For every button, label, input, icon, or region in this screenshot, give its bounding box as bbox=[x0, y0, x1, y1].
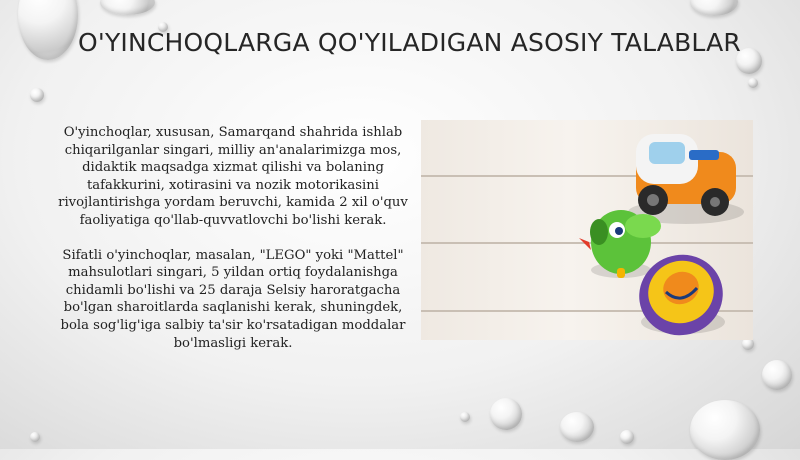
water-drop bbox=[18, 0, 78, 60]
toy-bird-icon bbox=[579, 210, 661, 278]
paragraph-1: O'yinchoqlar, xususan, Samarqand shahrida ishlab chiqarilganlar singari, milliy an'analarimizga mos, didaktik maqsadga xizmat qilishi va bolaning tafakkurini, xotirasini va nozik motorikasini rivojlantirishga yordam beruvchi, kamida 2 xil o'quv faoliyatiga qo'llab-quvvatlovchi bo'lishi kerak. bbox=[58, 125, 408, 228]
water-drop bbox=[560, 412, 594, 442]
water-drop bbox=[100, 0, 155, 15]
slide-body bbox=[58, 124, 408, 369]
slide-title: O'YINCHOQLARGA QO'YILADIGAN ASOSIY TALABLAR bbox=[78, 28, 741, 57]
water-drop bbox=[30, 432, 40, 442]
water-drop bbox=[620, 430, 634, 444]
water-drop bbox=[762, 360, 792, 390]
water-drop bbox=[690, 400, 760, 460]
water-drop bbox=[690, 0, 738, 16]
water-drop bbox=[30, 88, 44, 102]
water-drop bbox=[460, 412, 470, 422]
water-drop bbox=[490, 398, 522, 430]
toys-photo bbox=[421, 120, 753, 340]
toy-car-icon bbox=[628, 134, 744, 224]
water-drop bbox=[748, 78, 758, 88]
paragraph-2: Sifatli o'yinchoqlar, masalan, "LEGO" yoki "Mattel" mahsulotlari singari, 5 yildan ortiq foydalanishga chidamli bo'lishi va 25 daraja Selsiy haroratgacha bo'lgan sharoitlarda saqlanishi kerak, shuningdek, bola sog'lig'iga salbiy ta'sir ko'rsatadigan moddalar bo'lmasligi kerak. bbox=[60, 247, 406, 351]
